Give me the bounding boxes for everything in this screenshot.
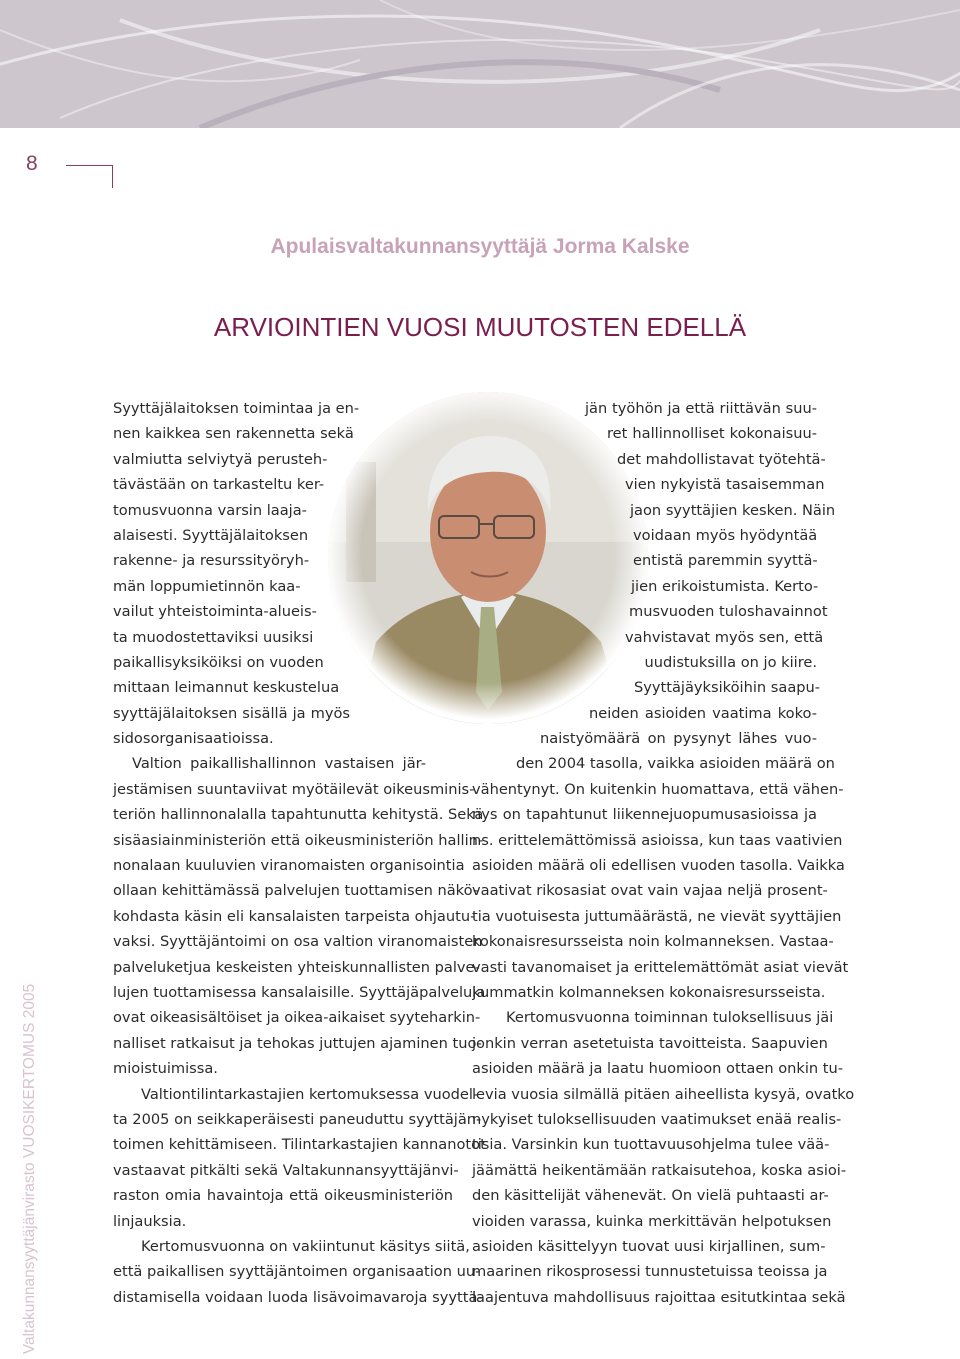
text-line: Kertomusvuonna toiminnan tuloksellisuus jäi bbox=[506, 1009, 834, 1027]
text-line: että paikallisen syyttäjäntoimen organisaation uu- bbox=[113, 1263, 481, 1281]
text-line: tävästään on tarkasteltu ker- bbox=[113, 476, 325, 494]
text-line: rakenne- ja resurssityöryh- bbox=[113, 552, 310, 570]
text-line: Valtiontilintarkastajien kertomuksessa vuodel- bbox=[141, 1085, 479, 1103]
text-line: den 2004 tasolla, vaikka asioiden määrä on bbox=[516, 755, 835, 773]
text-line: kokonaisresursseista noin kolmanneksen. Vastaa- bbox=[472, 933, 834, 951]
text-line: vastaavat pitkälti sekä Valtakunnansyyttäjänvi- bbox=[113, 1161, 459, 1179]
left-column bbox=[113, 396, 486, 1310]
text-line: jäämättä heikentämään ratkaisutehoa, koska asioi- bbox=[472, 1161, 847, 1179]
text-line: syyttäjälaitoksen sisällä ja myös bbox=[113, 704, 350, 722]
swirl-graphic bbox=[0, 0, 960, 128]
text-line: kohdasta käsin eli kansalaisten tarpeista ohjautu- bbox=[113, 907, 476, 925]
text-line: nalliset ratkaisut ja tehokas juttujen ajaminen tuo- bbox=[113, 1034, 482, 1052]
text-line: Valtion paikallishallinnon vastaisen jär- bbox=[132, 755, 426, 773]
text-line: nen kaikkea sen rakennetta sekä bbox=[113, 425, 354, 443]
text-line: levia vuosia silmällä pitäen aiheellista kysyä, ovatko bbox=[472, 1085, 855, 1103]
text-line: uudistuksilla on jo kiire. bbox=[644, 653, 817, 671]
text-line: vaksi. Syyttäjäntoimi on osa valtion viranomaisten bbox=[113, 933, 483, 951]
text-line: lujen tuottamisessa kansalaisille. Syyttäjäpalveluja bbox=[113, 983, 486, 1001]
page-number: 8 bbox=[26, 152, 38, 175]
article-title: ARVIOINTIEN VUOSI MUUTOSTEN EDELLÄ bbox=[213, 312, 747, 342]
right-column bbox=[472, 396, 855, 1310]
text-line: ret hallinnolliset kokonaisuu- bbox=[607, 425, 817, 443]
text-line: ta 2005 on seikkaperäisesti paneuduttu syyttäjän- bbox=[113, 1110, 482, 1128]
text-line: tisia. Varsinkin kun tuottavuusohjelma tulee vää- bbox=[472, 1136, 830, 1154]
text-line: Syyttäjälaitoksen toimintaa ja en- bbox=[113, 400, 360, 417]
text-line: jaon syyttäjien kesken. Näin bbox=[630, 501, 836, 519]
text-line: vahvistavat myös sen, että bbox=[625, 628, 824, 646]
text-line: Kertomusvuonna on vakiintunut käsitys siitä, bbox=[141, 1237, 470, 1255]
publication-side-label: Valtakunnansyyttäjänvirasto VUOSIKERTOMUS 2005 bbox=[21, 983, 38, 1355]
text-line: asioiden määrä oli edellisen vuoden tasolla. Vaikka bbox=[472, 857, 845, 875]
text-line: entistä paremmin syyttä- bbox=[633, 552, 818, 570]
text-line: linjauksia. bbox=[113, 1212, 187, 1230]
text-line: sisäasiainministeriön että oikeusministeriön hallin- bbox=[113, 831, 484, 849]
text-line: jonkin verran asetetuista tavoitteista. Saapuvien bbox=[472, 1034, 828, 1052]
text-line: nonalaan kuuluvien viranomaisten organisointia bbox=[113, 857, 465, 875]
text-line: nys on tapahtunut liikennejuopumusasioissa ja bbox=[472, 806, 817, 824]
text-line: musvuoden tuloshavainnot bbox=[629, 603, 828, 621]
text-line: män loppumietinnön kaa- bbox=[113, 577, 301, 595]
text-line: voidaan myös hyödyntää bbox=[633, 526, 818, 544]
text-line: vailut yhteistoiminta-alueis- bbox=[113, 603, 317, 621]
text-line: asioiden käsittelyyn tuovat uusi kirjallinen, sum- bbox=[472, 1237, 826, 1255]
text-line: toimen kehittämiseen. Tilintarkastajien kannanotot bbox=[113, 1136, 486, 1154]
text-line: jän työhön ja että riittävän suu- bbox=[585, 400, 817, 417]
text-line: vasti tavanomaiset ja erittelemättömät asiat vievät bbox=[472, 958, 849, 976]
text-line: vaativat rikosasiat ovat vain vajaa neljä prosent- bbox=[472, 882, 828, 900]
text-line: maarinen rikosprosessi tunnustetuissa teoissa ja bbox=[472, 1263, 828, 1281]
text-line: ovat oikeasisältöiset ja oikea-aikaiset syyteharkin- bbox=[113, 1009, 481, 1027]
text-line: det mahdollistavat työtehtä- bbox=[617, 450, 826, 468]
article-author: Apulaisvaltakunnansyyttäjä Jorma Kalske bbox=[270, 235, 690, 258]
text-line: sidosorganisaatioissa. bbox=[113, 730, 274, 748]
text-line: mioistuimissa. bbox=[113, 1060, 218, 1078]
text-line: mittaan leimannut keskustelua bbox=[113, 679, 340, 697]
text-line: tomusvuonna varsin laaja- bbox=[113, 501, 307, 519]
text-line: alaisesti. Syyttäjälaitoksen bbox=[113, 526, 309, 544]
text-line: vien nykyistä tasaisemman bbox=[625, 476, 825, 494]
text-line: tia vuotuisesta juttumäärästä, ne vievät syyttäjien bbox=[472, 907, 842, 925]
text-line: nykyiset tuloksellisuuden vaatimukset enää realis- bbox=[472, 1110, 842, 1128]
text-line: kummatkin kolmanneksen kokonaisresursseista. bbox=[472, 983, 826, 1001]
text-line: distamisella voidaan luoda lisävoimavaroja syyttä- bbox=[113, 1288, 483, 1306]
text-line: neiden asioiden vaatima koko- bbox=[589, 704, 817, 722]
text-line: jestämisen suuntaviivat myötäilevät oikeusminis- bbox=[113, 780, 475, 798]
text-line: teriön hallinnonalalla tapahtunutta kehitystä. Sekä bbox=[113, 806, 484, 824]
text-line: vähentynyt. On kuitenkin huomattava, että vähen- bbox=[472, 780, 844, 798]
text-line: vioiden varassa, kuinka merkittävän helpotuksen bbox=[472, 1212, 832, 1230]
text-line: jien erikoistumista. Kerto- bbox=[631, 577, 819, 595]
text-line: Syyttäjäyksiköihin saapu- bbox=[634, 679, 821, 697]
text-line: paikallisyksiköiksi on vuoden bbox=[113, 653, 324, 671]
text-line: laajentuva mahdollisuus rajoittaa esitutkintaa sekä bbox=[472, 1288, 846, 1306]
text-line: ollaan kehittämässä palvelujen tuottamisen näkö- bbox=[113, 882, 479, 900]
text-line: ns. erittelemättömissä asioissa, kun taas vaativien bbox=[472, 831, 843, 849]
corner-mark bbox=[66, 165, 113, 188]
text-line: ta muodostettaviksi uusiksi bbox=[113, 628, 314, 646]
text-line: den käsittelijät vähenevät. On vielä puhtaasti ar- bbox=[472, 1187, 829, 1205]
text-line: valmiutta selviytyä perusteh- bbox=[113, 450, 328, 468]
text-line: raston omia havaintoja että oikeusministeriön bbox=[113, 1187, 453, 1205]
text-line: naistyömäärä on pysynyt lähes vuo- bbox=[540, 730, 817, 748]
text-line: palveluketjua keskeisten yhteiskunnallisten palve- bbox=[113, 958, 480, 976]
text-line: asioiden määrä ja laatu huomioon ottaen onkin tu- bbox=[472, 1060, 844, 1078]
decorative-banner bbox=[0, 0, 960, 128]
